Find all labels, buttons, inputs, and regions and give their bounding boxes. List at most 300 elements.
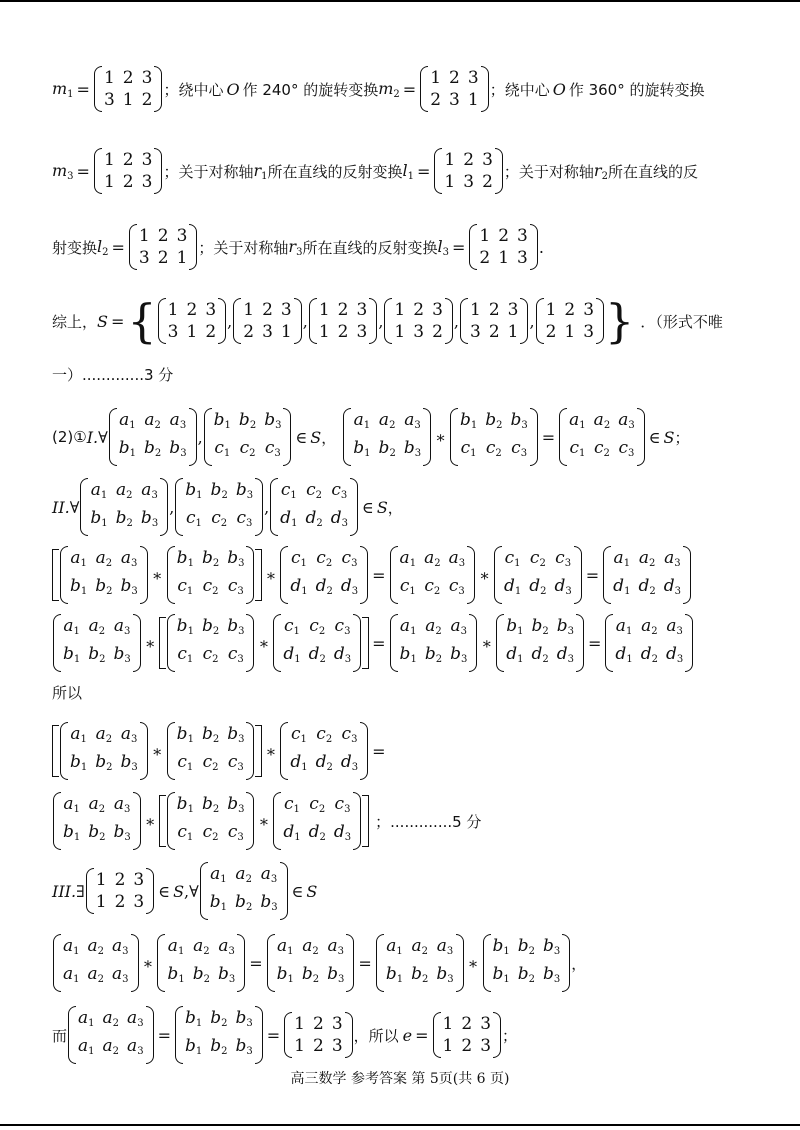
matrix-cell: $d_1$ [615,644,633,665]
text: 所在直线的反射变换 [302,238,438,257]
matrix-cell: 3 [356,300,368,320]
matrix-cell: 3 [262,322,273,342]
matrix-cell: $d_3$ [665,644,684,665]
line-identity-result: 而 $a_1$ $a_2$ $a_3$ $a_1$ $a_2$ $a_3$ = $b_1$ $b_2$ $b_3$ $b_1$ $b_2$ $b_3$ = 1 2 3 1 2 3 ，所以 e = 1 2 3 1 2 3 ； [52,1006,760,1064]
matrix-cell: $b_2$ [210,480,228,501]
matrix-cd [273,792,361,850]
matrix-cell: 3 [480,1036,492,1056]
matrix-cell: 1 [95,870,107,890]
matrix-cell: $d_2$ [531,644,549,665]
line-identity-calc: $a_1$ $a_2$ $a_3$ $a_1$ $a_2$ $a_3$ ∗ $a_1$ $a_2$ $a_3$ $b_1$ $b_2$ $b_3$ = $a_1$ $a_2$ $a_3$ $b_1$ $b_2$ $b_3$ = $a_1$ $a_2$ $a_3$ $b_1$ $b_2$ $b_3$ ∗ $b_1$ $b_2$ $b_3$ $b_1$ $b_2$ $b_3$ ， [52,934,760,992]
text: ；关于对称轴 [503,162,594,181]
matrix-cell: $a_3$ [448,548,466,569]
matrix-cell: $d_2$ [529,576,547,597]
matrix-ab [80,478,168,536]
matrix-ab [60,546,148,604]
matrix-cell: $a_1$ [70,548,87,569]
line-score-3 [52,364,760,385]
matrix-cell: $a_2$ [193,936,210,957]
l2-symbol: $l_2$ [97,236,109,258]
l3-symbol: $l_3$ [437,236,449,258]
text: 综上， [52,312,98,331]
matrix-cell: 2 [141,90,153,110]
matrix-m2 [420,66,488,112]
matrix-ac [559,408,645,466]
matrix-cell: $c_3$ [227,576,244,597]
matrix-cell: $c_2$ [424,576,441,597]
text: 而 [52,1026,68,1045]
matrix-cell: $a_3$ [113,616,131,637]
matrix-cell: $d_3$ [554,576,572,597]
line-assoc-given: II. ∀ $a_1$ $a_2$ $a_3$ $b_1$ $b_2$ $b_3$ , $b_1$ $b_2$ $b_3$ $c_1$ $c_2$ $c_3$ , $c_1$ $c_2$ $c_3$ $d_1$ $d_2$ $d_3$ ∈ S ， [52,478,760,536]
matrix-bc [450,408,538,466]
matrix-cell: $a_3$ [120,724,138,745]
matrix-bc [204,408,292,466]
matrix-cell: 3 [469,322,481,342]
set-element-matrix [536,298,604,344]
m2-symbol: $m_2$ [378,78,400,100]
part-label: (2)① [52,428,87,446]
matrix-cell: $b_1$ [353,438,371,459]
matrix-cd [494,546,582,604]
matrix-bd [496,614,584,672]
matrix-cell: $a_1$ [63,794,80,815]
set-element-matrix [309,298,377,344]
matrix-cell: 1 [95,892,107,912]
line-assoc-left: $a_1$ $a_2$ $a_3$ $b_1$ $b_2$ $b_3$ ∗ $b_1$ $b_2$ $b_3$ $c_1$ $c_2$ $c_3$ ∗ $c_1$ $c_2$ $c_3$ $d_1$ $d_2$ $d_3$ = $a_1$ $a_2$ $a_3$ $c_1$ $c_2$ $c_3$ ∗ $c_1$ $c_2$ $c_3$ $d_1$ $d_2$ $d_3$ = $a_1$ $a_2$ $a_3$ $d_1$ $d_2$ $d_3$ [52,546,760,604]
l1-symbol: $l_1$ [402,160,414,182]
text: 所以 [52,684,83,702]
matrix-cell: 3 [432,300,443,320]
matrix-cell: $a_3$ [404,410,421,431]
matrix-cell: $a_3$ [327,936,345,957]
matrix-cell: $a_2$ [302,936,319,957]
matrix-cell: $b_1$ [209,892,228,913]
matrix-cell: 1 [444,150,456,170]
matrix-cell: $c_1$ [284,794,300,815]
text: 射变换 [52,238,98,257]
m1-symbol: $m_1$ [52,78,74,100]
matrix-cell: $c_3$ [227,822,244,843]
matrix-cell: $b_1$ [184,1036,203,1057]
matrix-cell: 2 [430,90,442,110]
matrix-cell: $b_1$ [176,548,194,569]
matrix-cell: $a_2$ [424,548,441,569]
matrix-cell: 2 [488,300,500,320]
matrix-cell: $a_3$ [664,548,681,569]
matrix-cell: $c_1$ [280,480,297,501]
matrix-cell: 2 [545,322,557,342]
matrix-cell: 3 [517,226,528,246]
matrix-cell: $c_2$ [211,508,228,529]
matrix-cell: $a_2$ [425,616,442,637]
matrix-cell: $a_3$ [666,616,683,637]
matrix-cell: $c_3$ [618,438,635,459]
matrix-cell: $a_2$ [144,410,161,431]
matrix-cell: $a_3$ [260,864,278,885]
matrix-cell: $a_1$ [119,410,136,431]
matrix-cell: $a_1$ [277,936,294,957]
matrix-cell: $a_2$ [593,410,611,431]
matrix-cell: $d_1$ [283,822,301,843]
matrix-cell: 1 [103,68,115,88]
matrix-cell: 1 [564,322,576,342]
matrix-cell: 3 [176,226,188,246]
top-rule [0,0,800,2]
matrix-cell: $a_3$ [120,548,138,569]
matrix-cell: $c_1$ [177,576,194,597]
matrix-cd [280,722,368,780]
matrix-cell: $c_2$ [593,438,610,459]
matrix-cell: 3 [583,300,595,320]
matrix-cell: $b_2$ [411,964,429,985]
line-reflections-2: 射变换 $l_2$ = 1 2 3 3 2 1 ；关于对称轴 $r_3$ 所在直线的反射变换 $l_3$ = 1 2 3 2 1 3 . [52,226,544,268]
matrix-cell: $b_1$ [167,964,185,985]
matrix-cell: 2 [461,1036,473,1056]
matrix-cell: $a_1$ [78,1008,95,1029]
matrix-cell: 3 [482,150,493,170]
matrix-cell: $a_2$ [95,724,113,745]
set-element-matrix [384,298,452,344]
matrix-cell: $b_1$ [184,1008,203,1029]
matrix-cell: $c_3$ [227,644,244,665]
matrix-cell: $b_3$ [436,964,454,985]
matrix-bc [167,614,255,672]
matrix-cell: 3 [167,322,179,342]
matrix-cell: $b_2$ [201,616,220,637]
matrix-bc [167,792,255,850]
line-closure: (2)① I. ∀ $a_1$ $a_2$ $a_3$ $b_1$ $b_2$ $b_3$ , $b_1$ $b_2$ $b_3$ $c_1$ $c_2$ $c_3$ ∈ S ， $a_1$ $a_2$ $a_3$ $b_1$ $b_2$ $b_3$ ∗ $b_1$ $b_2$ $b_3$ $c_1$ $c_2$ $c_3$ = $a_1$ $a_2$ $a_3$ $c_1$ $c_2$ $c_3$ ∈ S ； [52,408,760,466]
matrix-cell: 1 [394,300,406,320]
matrix-cell: $c_1$ [399,576,416,597]
matrix-ab [200,862,288,920]
set-s-elements: 1 2 3 3 1 2 , 1 2 3 2 3 1 , 1 2 3 1 2 3 , 1 2 3 1 3 2 , 1 2 3 3 2 1 , 1 2 3 2 1 3 [157,298,605,344]
matrix-cell: 2 [262,300,273,320]
matrix-cell: $b_3$ [403,438,422,459]
matrix-cell: $b_3$ [227,724,245,745]
matrix-cell: 2 [313,1014,324,1034]
text: 所在直线的反 [607,162,698,181]
line-set-s: 综上， S = { 1 2 3 3 1 2 , 1 2 3 2 3 1 , 1 2 3 1 2 3 , 1 2 3 1 3 2 , 1 2 3 3 2 1 , 1 2 3 2 1 3 } ．（形式不唯 [52,294,723,348]
matrix-l1 [434,148,502,194]
matrix-cell: $a_1$ [569,410,586,431]
matrix-cell: $b_3$ [227,548,245,569]
bottom-rule [0,1124,800,1126]
matrix-cell: 2 [313,1036,324,1056]
line-reflections-1: $m_3$ = 1 2 3 1 2 3 ；关于对称轴 $r_1$ 所在直线的反射变换 $l_1$ = 1 2 3 1 3 2 ；关于对称轴 $r_2$ 所在直线的反 [52,150,698,192]
matrix-cell: $d_2$ [315,752,333,773]
matrix-cell: 2 [243,322,255,342]
matrix-cell: 3 [280,300,292,320]
matrix-cell: $b_3$ [235,1036,253,1057]
matrix-cell: $d_1$ [290,752,308,773]
matrix-ab [267,934,355,992]
matrix-cell: 2 [564,300,576,320]
matrix-cell: 1 [394,322,406,342]
matrix-cell: 2 [461,1014,473,1034]
matrix-cell: $b_3$ [169,438,187,459]
matrix-cell: $b_1$ [213,410,231,431]
matrix-m1 [94,66,162,112]
matrix-ab [109,408,197,466]
matrix-cell: $a_3$ [436,936,454,957]
matrix-cell: $b_2$ [201,724,220,745]
point-o: O [552,79,566,99]
matrix-cell: 3 [467,68,479,88]
matrix-cell: $d_2$ [638,576,656,597]
matrix-cell: $b_2$ [517,936,536,957]
matrix-cell: $a_2$ [411,936,428,957]
line-conclusion-right: $a_1$ $a_2$ $a_3$ $b_1$ $b_2$ $b_3$ ∗ $b_1$ $b_2$ $b_3$ $c_1$ $c_2$ $c_3$ ∗ $c_1$ $c_2$ $c_3$ $d_1$ $d_2$ $d_3$ ；.............5 分 [52,792,760,850]
matrix-ab [60,722,148,780]
matrix-cell: $b_1$ [276,964,294,985]
matrix-cell: 3 [583,322,595,342]
point-o: O [226,79,240,99]
matrix-cell: $a_2$ [88,794,106,815]
matrix-cell: 2 [432,322,443,342]
matrix-cell: $a_1$ [399,548,417,569]
matrix-cell: $a_2$ [102,1036,120,1057]
matrix-cell: $c_3$ [341,548,358,569]
matrix-cell: $b_3$ [120,752,138,773]
matrix-cell: $b_1$ [385,964,404,985]
matrix-cell: 2 [337,322,349,342]
matrix-bc [167,722,255,780]
matrix-cell: 1 [467,90,479,110]
matrix-cell: $a_1$ [78,1036,95,1057]
matrix-cell: $b_2$ [531,616,549,637]
matrix-ab [390,614,478,672]
matrix-cell: $b_2$ [378,438,396,459]
matrix-cell: $a_3$ [113,794,131,815]
matrix-cell: 1 [442,1036,454,1056]
matrix-l3 [469,224,537,270]
matrix-cell: $c_1$ [177,822,194,843]
matrix-ab [376,934,464,992]
matrix-cell: $c_2$ [202,576,219,597]
matrix-cell: 3 [463,172,475,192]
matrix-cd [270,478,358,536]
matrix-cell: $b_3$ [260,892,278,913]
matrix-cell: 3 [138,248,150,268]
matrix-cell: 1 [430,68,442,88]
matrix-cell: $c_3$ [227,752,244,773]
matrix-cell: $d_1$ [613,576,631,597]
matrix-cell: 2 [488,322,500,342]
matrix-l2 [129,224,197,270]
matrix-cell: 1 [318,300,330,320]
matrix-cell: $d_1$ [280,508,298,529]
matrix-cell: $b_2$ [424,644,443,665]
score-text: 一）.............3 分 [52,366,174,384]
matrix-cell: 3 [413,322,425,342]
matrix-cell: $b_2$ [517,964,536,985]
matrix-cell: $c_1$ [569,438,586,459]
matrix-cell: $c_2$ [202,752,219,773]
set-s-symbol: S [97,311,108,331]
matrix-aa [53,934,139,992]
score-text: ；.............5 分 [375,812,482,831]
set-element-matrix [233,298,301,344]
matrix-cell: 2 [498,226,510,246]
matrix-cell: $c_3$ [236,508,253,529]
matrix-cell: $c_3$ [264,438,281,459]
matrix-cell: 3 [103,90,115,110]
matrix-cell: $b_2$ [88,644,106,665]
matrix-cell: $a_2$ [87,964,105,985]
matrix-ad [603,546,691,604]
matrix-cell: $a_1$ [90,480,108,501]
text: 作 240° 的旋转变换 [242,80,379,99]
matrix-cell: 3 [141,172,153,192]
item-iii: III. [52,881,77,901]
matrix-cell: 2 [186,300,198,320]
matrix-cell: 1 [280,322,292,342]
matrix-cell: $c_1$ [504,548,521,569]
matrix-cell: $b_2$ [201,794,220,815]
item-ii: II. [52,497,70,517]
matrix-bc [175,478,263,536]
matrix-cell: $a_1$ [386,936,403,957]
matrix-cell: $b_1$ [492,964,510,985]
page-footer: 高三数学 参考答案 第 5页(共 6 页) [290,1071,510,1087]
matrix-cell: 3 [356,322,368,342]
matrix-cell: $b_3$ [140,508,159,529]
matrix-cell: $b_3$ [217,964,236,985]
matrix-cell: $b_2$ [238,410,257,431]
matrix-cell: $c_1$ [177,644,194,665]
matrix-bc [167,546,255,604]
matrix-cell: $b_1$ [506,616,524,637]
matrix-cell: $a_2$ [102,1008,120,1029]
matrix-cell: $b_1$ [63,644,81,665]
matrix-cell: 1 [122,90,134,110]
matrix-cell: $a_1$ [63,616,80,637]
matrix-cell: 2 [479,248,491,268]
matrix-cell: $a_1$ [353,410,371,431]
matrix-cell: $a_1$ [167,936,185,957]
matrix-cell: $b_1$ [185,480,203,501]
matrix-cell: 3 [141,150,153,170]
matrix-cell: $a_1$ [63,964,80,985]
axis-r1: $r_1$ [253,160,268,182]
matrix-cell: $a_2$ [116,480,133,501]
matrix-cell: $b_3$ [120,576,138,597]
matrix-cell: $b_3$ [113,822,131,843]
matrix-cell: $d_2$ [308,822,326,843]
axis-r2: $r_2$ [593,160,608,182]
matrix-cell: $b_3$ [543,936,561,957]
line-assoc-right: $a_1$ $a_2$ $a_3$ $b_1$ $b_2$ $b_3$ ∗ $b_1$ $b_2$ $b_3$ $c_1$ $c_2$ $c_3$ ∗ $c_1$ $c_2$ $c_3$ $d_1$ $d_2$ $d_3$ = $a_1$ $a_2$ $a_3$ $b_1$ $b_2$ $b_3$ ∗ $b_1$ $b_2$ $b_3$ $d_1$ $d_2$ $d_3$ = $a_1$ $a_2$ $a_3$ $d_1$ $d_2$ $d_3$ [52,614,760,672]
matrix-cell: $c_1$ [284,616,300,637]
matrix-cell: 1 [469,300,481,320]
matrix-cell: $c_3$ [341,724,358,745]
matrix-cell: 1 [186,322,198,342]
matrix-cell: $c_2$ [306,480,323,501]
matrix-cell: $b_1$ [492,936,510,957]
line-conclusion-left: $a_1$ $a_2$ $a_3$ $b_1$ $b_2$ $b_3$ ∗ $b_1$ $b_2$ $b_3$ $c_1$ $c_2$ $c_3$ ∗ $c_1$ $c_2$ $c_3$ $d_1$ $d_2$ $d_3$ = [52,722,760,780]
matrix-cell: $b_2$ [210,1008,228,1029]
matrix-cell: $b_1$ [399,644,417,665]
set-element-matrix [460,298,528,344]
matrix-cell: 3 [507,300,519,320]
matrix-cell: $b_3$ [113,644,131,665]
matrix-ab [53,792,141,850]
matrix-cell: $a_1$ [399,616,417,637]
matrix-ad [605,614,693,672]
matrix-cell: 1 [243,300,255,320]
matrix-cell: 3 [449,90,460,110]
matrix-cell: $b_2$ [192,964,210,985]
matrix-cell: $b_1$ [118,438,137,459]
text: 作 360° 的旋转变换 [568,80,705,99]
text: ；关于对称轴 [163,162,254,181]
matrix-identity [284,1012,352,1058]
set-element-matrix [158,298,226,344]
text: ；关于对称轴 [198,238,289,257]
matrix-cell: $a_1$ [613,548,631,569]
item-i: I. [86,427,99,447]
axis-r3: $r_3$ [288,236,303,258]
matrix-cell: $a_3$ [169,410,187,431]
matrix-cell: $d_3$ [330,508,348,529]
matrix-cell: $c_3$ [448,576,465,597]
matrix-cell: 3 [331,1014,343,1034]
matrix-cell: $b_1$ [459,410,478,431]
matrix-cell: $d_2$ [308,644,326,665]
matrix-cell: $c_2$ [316,548,333,569]
matrix-cell: $b_1$ [70,576,88,597]
matrix-cell: 2 [122,68,134,88]
matrix-cell: $d_3$ [333,644,352,665]
matrix-cell: $d_2$ [315,576,333,597]
matrix-cell: $a_2$ [378,410,396,431]
matrix-bb [175,1006,263,1064]
matrix-cell: 2 [122,172,134,192]
matrix-cell: $d_3$ [340,752,359,773]
matrix-cell: $b_2$ [95,752,113,773]
matrix-ac [390,546,476,604]
matrix-cell: $c_2$ [309,794,326,815]
matrix-cell: $c_3$ [511,438,528,459]
matrix-cell: $b_3$ [327,964,345,985]
matrix-cell: $b_2$ [210,1036,228,1057]
matrix-cell: $a_3$ [112,964,129,985]
matrix-cell: 1 [294,1036,305,1056]
matrix-cell: 3 [133,870,145,890]
matrix-cell: $b_2$ [144,438,162,459]
matrix-cell: $d_3$ [340,576,359,597]
text: ，所以 [353,1026,399,1045]
matrix-cell: $b_3$ [556,616,575,637]
matrix-cell: $b_2$ [115,508,133,529]
line-suoyi [52,682,760,703]
matrix-cell: 2 [114,870,126,890]
matrix-cell: $b_1$ [70,752,88,773]
matrix-cell: 2 [122,150,134,170]
matrix-cell: $c_1$ [214,438,231,459]
matrix-cell: $c_1$ [291,724,307,745]
matrix-cell: $a_3$ [127,1008,144,1029]
matrix-cell: $a_1$ [210,864,227,885]
matrix-cell: 2 [114,892,126,912]
matrix-cell: $d_3$ [663,576,681,597]
matrix-cell: $b_3$ [227,794,245,815]
matrix-bb [483,934,571,992]
matrix-cell: $a_1$ [63,936,80,957]
matrix-cell: $b_2$ [88,822,106,843]
matrix-cell: $b_3$ [235,1008,253,1029]
